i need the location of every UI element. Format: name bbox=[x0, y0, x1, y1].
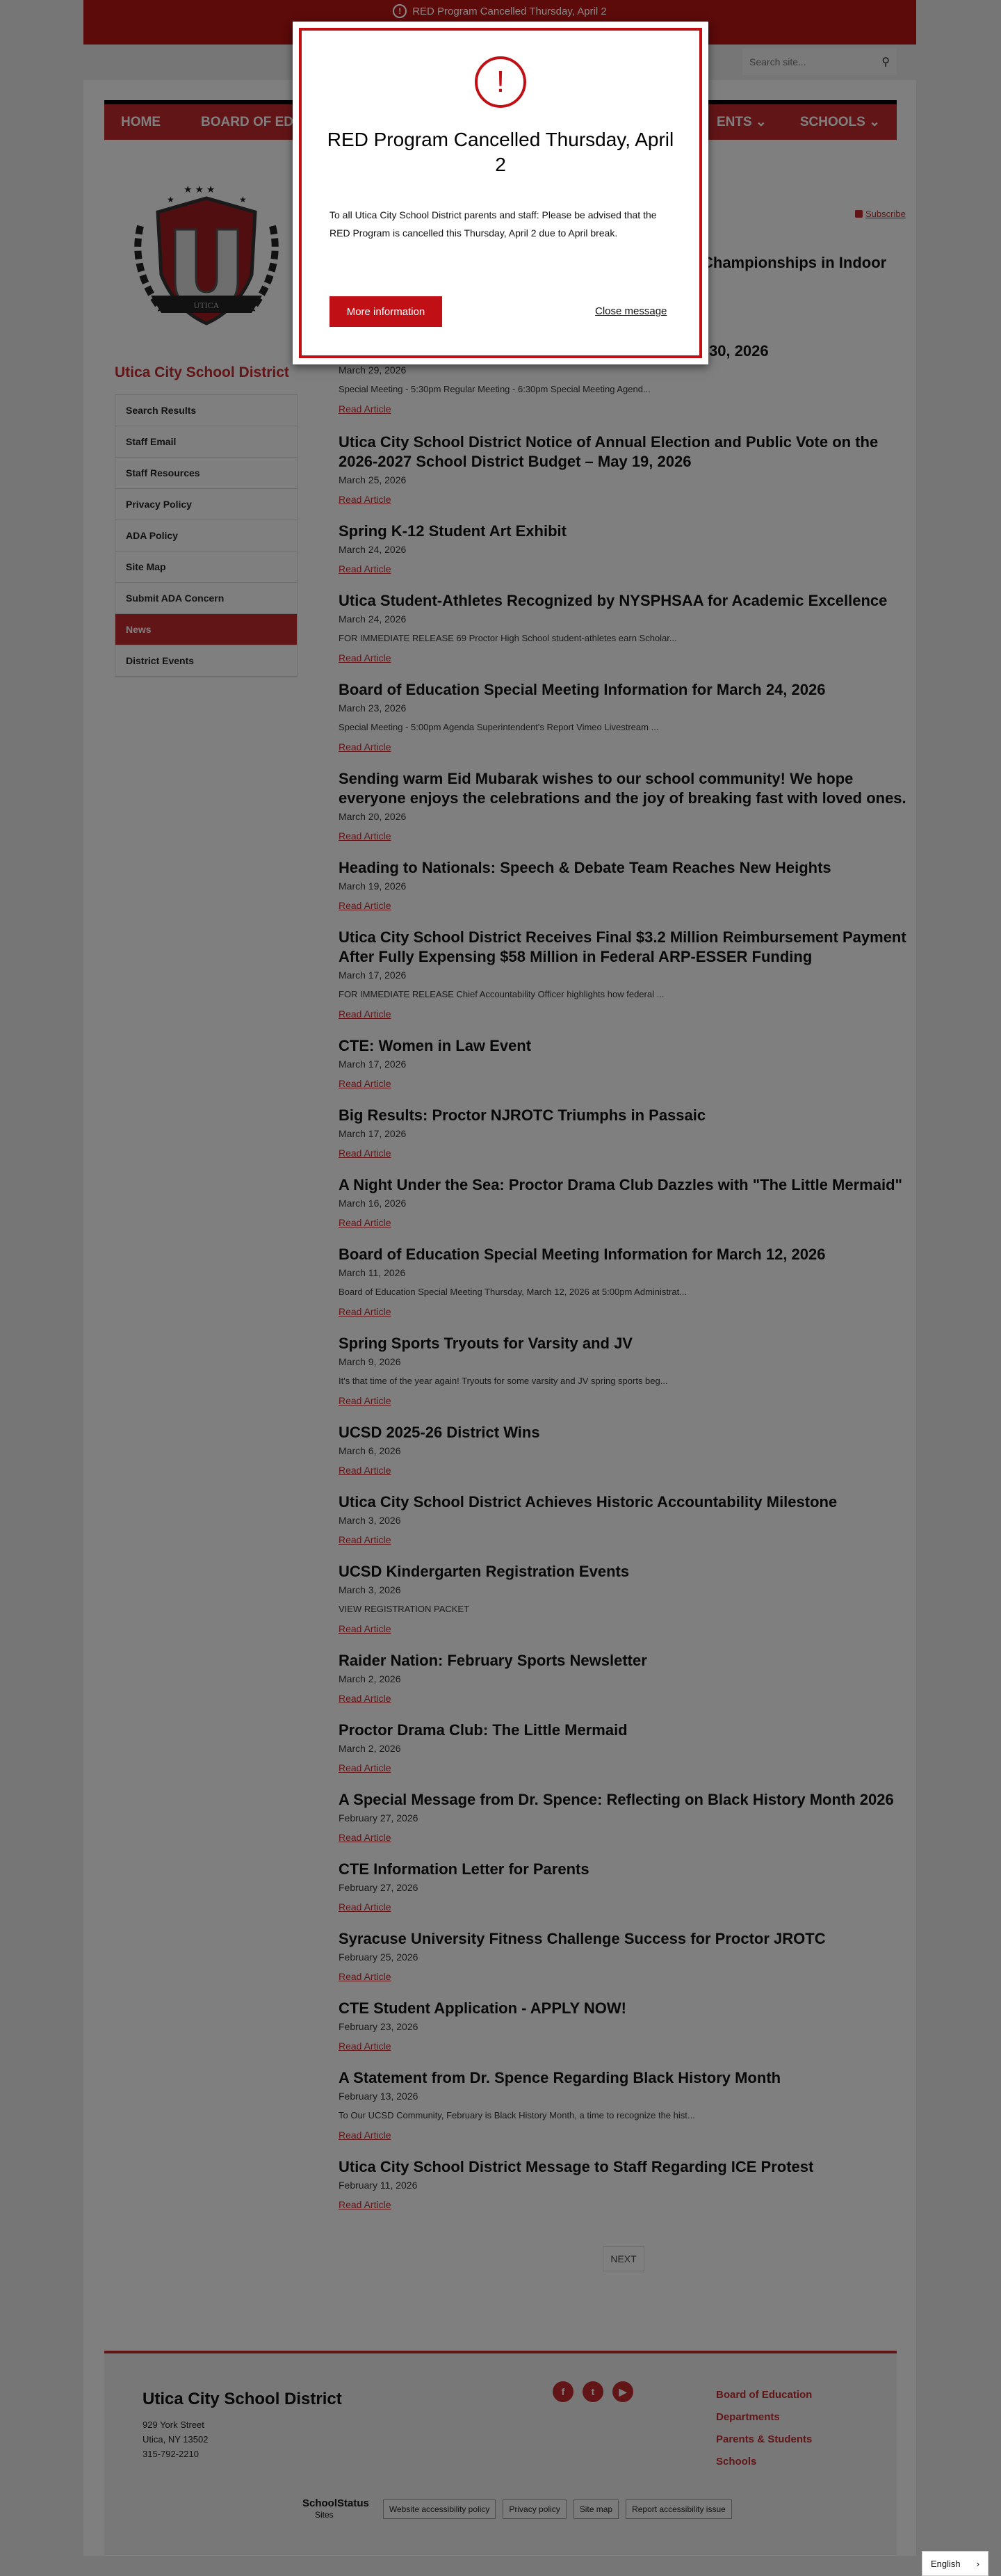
alert-banner-text: RED Program Cancelled Thursday, April 2 bbox=[412, 5, 607, 17]
close-message-link[interactable]: Close message bbox=[595, 305, 667, 317]
modal-body: To all Utica City School District parents and staff: Please be advised that the RED Program is cancelled this Thursday, April 2 due to April break. bbox=[329, 209, 657, 239]
language-selector[interactable] bbox=[922, 2551, 988, 2576]
more-information-button[interactable]: More information bbox=[329, 296, 442, 327]
alert-modal bbox=[293, 22, 708, 364]
language-label: English bbox=[931, 2558, 961, 2569]
modal-title: RED Program Cancelled Thursday, April 2 bbox=[327, 129, 674, 175]
alert-banner-content[interactable] bbox=[83, 3, 916, 19]
chevron-right-icon: › bbox=[976, 2558, 979, 2569]
alert-icon: ! bbox=[393, 4, 407, 18]
exclamation-icon: ! bbox=[475, 56, 526, 108]
